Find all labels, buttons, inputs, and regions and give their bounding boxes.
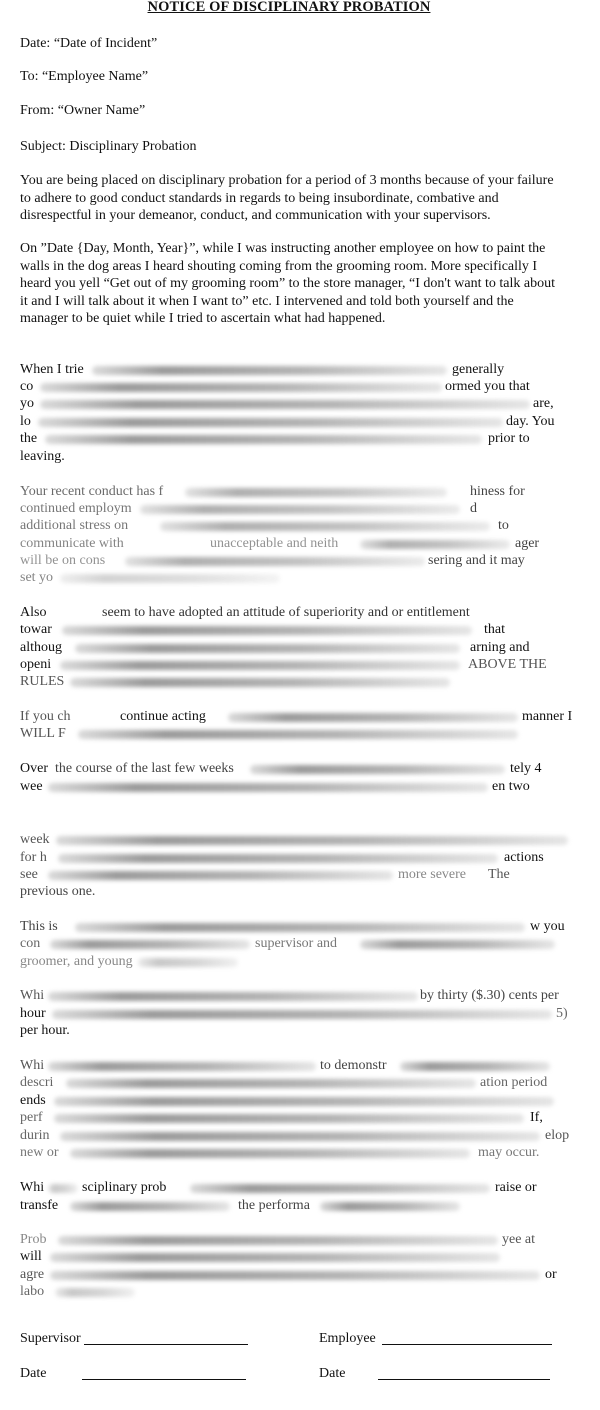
fragment: week xyxy=(20,832,50,847)
fragment: wee xyxy=(20,779,43,794)
fragment: raise or xyxy=(495,1180,537,1195)
fragment: the xyxy=(20,431,38,446)
fragment: co xyxy=(20,379,34,394)
fragment: additional stress on xyxy=(20,518,129,533)
fragment: This is xyxy=(20,919,58,934)
fragment: WILL F xyxy=(20,726,66,741)
fragment: ation period xyxy=(480,1075,548,1090)
fragment: labo xyxy=(20,1284,45,1299)
fragment: yee at xyxy=(502,1232,536,1247)
subject-line: Subject: Disciplinary Probation xyxy=(20,139,197,154)
fragment: may occur. xyxy=(478,1145,540,1160)
fragment: yo xyxy=(20,396,34,411)
fragment: w you xyxy=(530,919,565,934)
fragment: ABOVE THE xyxy=(468,657,547,672)
fragment: that xyxy=(484,622,505,637)
fragment: sering and it may xyxy=(428,553,525,568)
fragment: day. You xyxy=(506,414,555,429)
fragment: lo xyxy=(20,414,31,429)
fragment: groomer, and young xyxy=(20,954,133,969)
fragment: transfe xyxy=(20,1198,59,1213)
fragment: sciplinary prob xyxy=(82,1180,167,1195)
supervisor-label: Supervisor xyxy=(20,1331,81,1346)
fragment: the course of the last few weeks xyxy=(55,761,234,776)
paragraph-probation-reason: You are being placed on disciplinary probation for a period of 3 months because of your failure to adhere to good conduct standards in regards to being insubordinate, combative and disrespectful in your demeanor, conduct, and communication with your supervisors. xyxy=(20,173,554,224)
fragment: supervisor and xyxy=(255,936,338,951)
fragment: see xyxy=(20,867,38,882)
fragment: If, xyxy=(530,1110,543,1125)
document-title: NOTICE OF DISCIPLINARY PROBATION xyxy=(147,0,431,15)
supervisor-date-label: Date xyxy=(20,1366,47,1381)
fragment: RULES xyxy=(20,674,65,689)
fragment: Whi xyxy=(20,1058,45,1073)
fragment: more severe xyxy=(398,867,467,882)
fragment: new or xyxy=(20,1145,59,1160)
fragment: durin xyxy=(20,1128,50,1143)
fragment: Also xyxy=(20,605,47,620)
paragraph-incident: On ”Date {Day, Month, Year}”, while I was instructing another employee on how to paint the walls in the dog areas I heard shouting coming from the grooming room. More specifically I heard you yell “Get out of my grooming room” to the store manager, “I don't want to talk about it and I will talk about it when I want to” etc. I intervened and told both yourself and the manager to be quiet while I tried to ascertain what had happened. xyxy=(20,241,555,327)
fragment: Whi xyxy=(20,1180,45,1195)
fragment: hiness for xyxy=(470,484,525,499)
fragment: descri xyxy=(20,1075,54,1090)
supervisor-date-line[interactable] xyxy=(82,1379,246,1380)
to-line: To: “Employee Name” xyxy=(20,69,149,84)
fragment: 5) xyxy=(556,1006,568,1021)
fragment: previous one. xyxy=(20,884,96,899)
fragment: prior to xyxy=(488,431,530,446)
fragment: manner I xyxy=(522,709,573,724)
fragment: agre xyxy=(20,1267,45,1282)
fragment: will be on cons xyxy=(20,553,106,568)
fragment: leaving. xyxy=(20,449,65,464)
fragment: seem to have adopted an attitude of superiority and or entitlement xyxy=(102,605,470,620)
fragment: set yo xyxy=(20,570,54,585)
from-line: From: “Owner Name” xyxy=(20,103,146,118)
fragment: unacceptable and neith xyxy=(210,536,339,551)
fragment: con xyxy=(20,936,41,951)
fragment: arning and xyxy=(470,640,530,655)
fragment: or xyxy=(545,1267,557,1282)
fragment: Over xyxy=(20,761,48,776)
fragment: Your recent conduct has f xyxy=(20,484,164,499)
fragment: by thirty ($.30) cents per xyxy=(420,988,559,1003)
fragment: the performa xyxy=(238,1198,310,1213)
employee-date-line[interactable] xyxy=(378,1379,550,1380)
fragment: tely 4 xyxy=(510,761,542,776)
fragment: to demonstr xyxy=(320,1058,387,1073)
fragment: ager xyxy=(515,536,540,551)
fragment: openi xyxy=(20,657,52,672)
fragment: towar xyxy=(20,622,52,637)
fragment: to xyxy=(498,518,509,533)
supervisor-signature-line[interactable] xyxy=(84,1344,248,1345)
employee-label: Employee xyxy=(319,1331,376,1346)
employee-signature-line[interactable] xyxy=(382,1344,552,1345)
fragment: elop xyxy=(545,1128,570,1143)
employee-date-label: Date xyxy=(319,1366,346,1381)
fragment: continued employm xyxy=(20,501,132,516)
fragment: actions xyxy=(504,850,544,865)
fragment: perf xyxy=(20,1110,43,1125)
fragment: Prob xyxy=(20,1232,47,1247)
fragment: ormed you that xyxy=(445,379,530,394)
fragment: en two xyxy=(492,779,530,794)
fragment: althoug xyxy=(20,640,62,655)
date-line: Date: “Date of Incident” xyxy=(20,36,158,51)
fragment: ends xyxy=(20,1093,46,1108)
fragment: will xyxy=(20,1249,42,1264)
fragment: Whi xyxy=(20,988,45,1003)
fragment: are, xyxy=(533,396,554,411)
fragment: generally xyxy=(452,362,505,377)
fragment: d xyxy=(470,501,477,516)
fragment: continue acting xyxy=(120,709,206,724)
fragment: communicate with xyxy=(20,536,124,551)
fragment: If you ch xyxy=(20,709,71,724)
fragment: for h xyxy=(20,850,47,865)
fragment: When I trie xyxy=(20,362,84,377)
fragment: per hour. xyxy=(20,1023,70,1038)
fragment: The xyxy=(488,867,510,882)
fragment: hour xyxy=(20,1006,46,1021)
